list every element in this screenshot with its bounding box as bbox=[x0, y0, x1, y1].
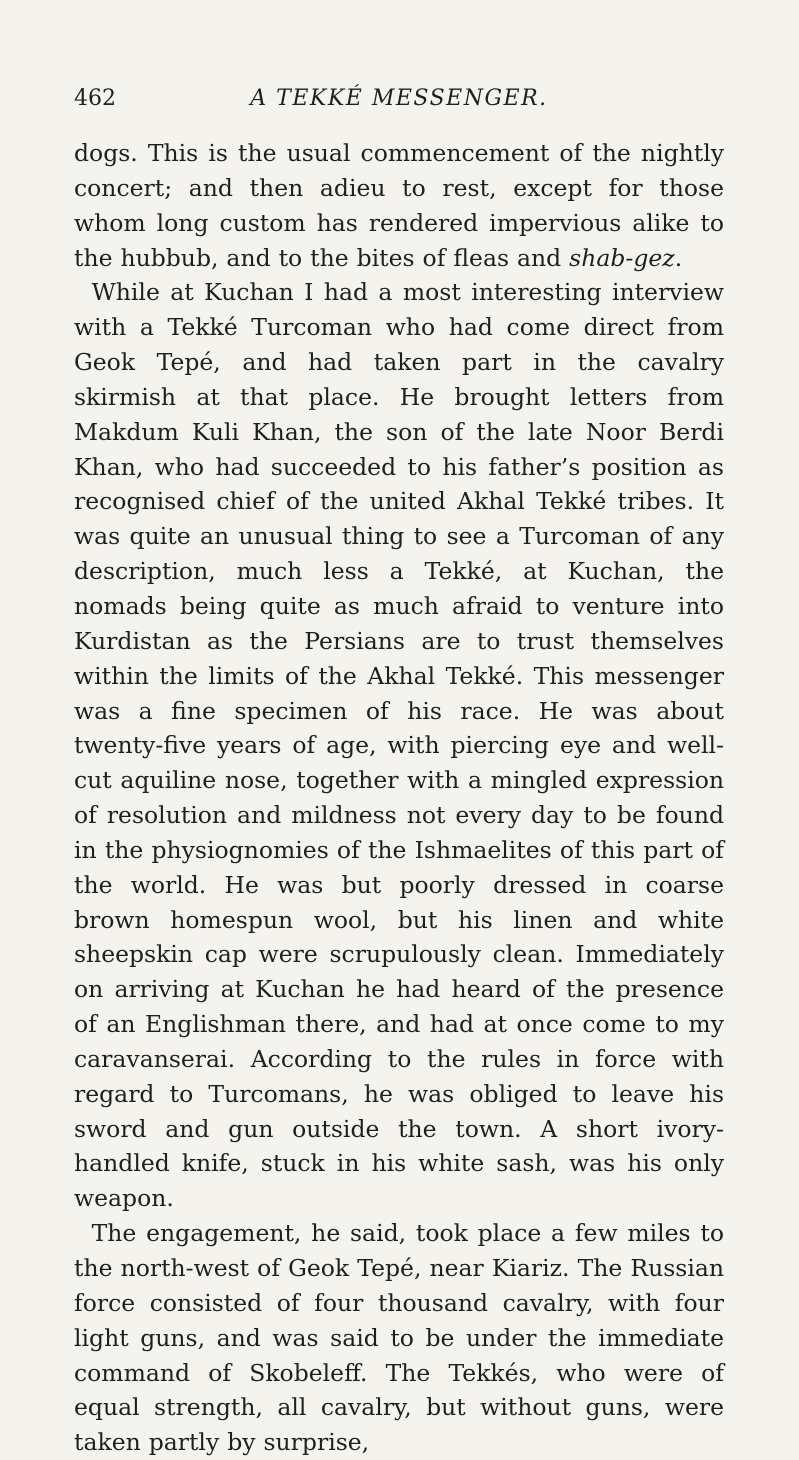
paragraph-1 bbox=[74, 136, 724, 275]
paragraph-1-text: dogs. This is the usual commencement of the nightly concert; and then adieu to rest, except for those whom long custom has rendered impervious alike to the hubbub, and to the bites of fleas and bbox=[74, 139, 724, 272]
paragraph-1-end: . bbox=[674, 243, 683, 272]
paragraph-2: While at Kuchan I had a most interesting interview with a Tekké Turcoman who had come direct from Geok Tepé, and had taken part in the cavalry skirmish at that place. He brought letters from Makdum Kuli Khan, the son of the late Noor Berdi Khan, who had succeeded to his father’s position as recognised chief of the united Akhal Tekké tribes. It was quite an unusual thing to see a Turcoman of any description, much less a Tekké, at Kuchan, the nomads being quite as much afraid to venture into Kurdistan as the Persians are to trust themselves within the limits of the Akhal Tekké. This messenger was a fine specimen of his race. He was about twenty-five years of age, with piercing eye and well-cut aquiline nose, together with a mingled expression of resolution and mildness not every day to be found in the physiognomies of the Ishmaelites of this part of the world. He was but poorly dressed in coarse brown homespun wool, but his linen and white sheepskin cap were scrupulously clean. Immediately on arriving at Kuchan he had heard of the presence of an Englishman there, and had at once come to my caravanserai. According to the rules in force with regard to Turcomans, he was obliged to leave his sword and gun outside the town. A short ivory-handled knife, stuck in his white sash, was his only weapon. bbox=[74, 278, 724, 1213]
page-header bbox=[74, 86, 724, 116]
paragraph-3: The engagement, he said, took place a few miles to the north-west of Geok Tepé, near Kiariz. The Russian force consisted of four thousand cavalry, with four light guns, and was said to be under the immediate command of Skobeleff. The Tekkés, who were of equal strength, all cavalry, but without guns, were taken partly by surprise, bbox=[74, 1219, 724, 1457]
running-title: A TEKKÉ MESSENGER. bbox=[250, 86, 548, 111]
body-text bbox=[74, 136, 724, 1460]
italic-term: shab-gez bbox=[569, 243, 675, 272]
page-number: 462 bbox=[74, 86, 116, 111]
